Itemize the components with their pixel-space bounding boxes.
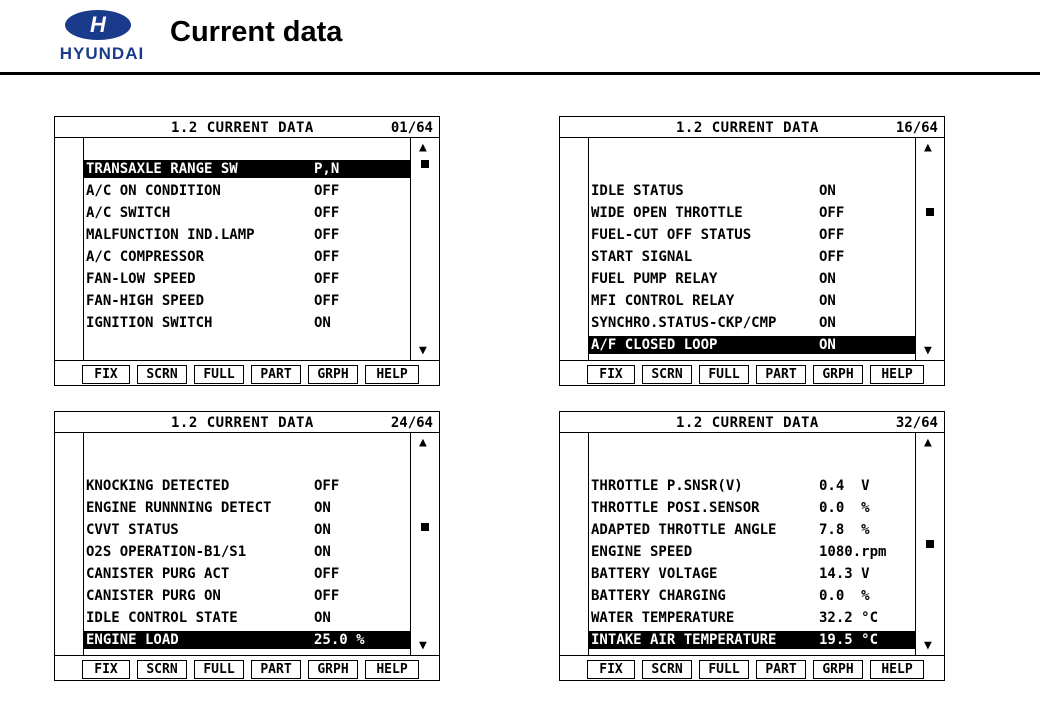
- parameter-label: CANISTER PURG ON: [86, 588, 221, 604]
- screen-header: [55, 117, 439, 138]
- function-key-full-button[interactable]: FULL: [194, 365, 244, 384]
- parameter-label: ENGINE SPEED: [591, 544, 693, 560]
- parameter-value: ON: [314, 610, 331, 626]
- parameter-label: FUEL-CUT OFF STATUS: [591, 227, 752, 243]
- data-row[interactable]: [589, 609, 915, 627]
- parameter-label: FAN-HIGH SPEED: [86, 293, 205, 309]
- parameter-label: MALFUNCTION IND.LAMP: [86, 227, 255, 243]
- parameter-value: OFF: [314, 205, 340, 221]
- data-row[interactable]: [84, 270, 410, 288]
- data-row[interactable]: [84, 609, 410, 627]
- function-key-bar: [55, 655, 439, 681]
- data-row[interactable]: [589, 477, 915, 495]
- screen-title: 1.2 CURRENT DATA: [171, 120, 314, 136]
- scroll-down-arrow-icon[interactable]: ▼: [419, 343, 427, 358]
- screen-title: 1.2 CURRENT DATA: [676, 415, 819, 431]
- function-key-help-button[interactable]: HELP: [365, 660, 419, 679]
- function-key-grph-button[interactable]: GRPH: [308, 365, 358, 384]
- function-key-fix-button[interactable]: FIX: [82, 365, 130, 384]
- scanner-screen: [559, 116, 945, 386]
- parameter-label: START SIGNAL: [591, 249, 693, 265]
- parameter-label: ENGINE LOAD: [86, 632, 179, 648]
- parameter-value: OFF: [314, 293, 340, 309]
- parameter-value: ON: [819, 315, 836, 331]
- parameter-value: OFF: [314, 183, 340, 199]
- parameter-value: 0.0 %: [819, 588, 870, 604]
- data-row[interactable]: [589, 226, 915, 244]
- parameter-value: 19.5 °C: [819, 632, 879, 648]
- hyundai-logo: [50, 10, 154, 64]
- parameter-label: IDLE STATUS: [591, 183, 684, 199]
- data-list: [588, 433, 916, 655]
- parameter-value: OFF: [314, 588, 340, 604]
- parameter-label: A/C ON CONDITION: [86, 183, 221, 199]
- parameter-value: OFF: [819, 205, 845, 221]
- scroll-up-arrow-icon[interactable]: ▲: [924, 140, 932, 155]
- parameter-label: A/F CLOSED LOOP: [591, 337, 718, 353]
- data-row[interactable]: [589, 543, 915, 561]
- parameter-value: 7.8 %: [819, 522, 870, 538]
- parameter-label: THROTTLE P.SNSR(V): [591, 478, 743, 494]
- parameter-label: FUEL PUMP RELAY: [591, 271, 718, 287]
- function-key-bar: [560, 360, 944, 386]
- parameter-value: OFF: [819, 227, 845, 243]
- function-key-part-button[interactable]: PART: [251, 660, 301, 679]
- scrollbar[interactable]: [411, 138, 439, 360]
- data-row[interactable]: [84, 565, 410, 583]
- data-row[interactable]: [84, 160, 410, 178]
- parameter-value: P,N: [314, 161, 340, 177]
- data-row[interactable]: [589, 631, 915, 649]
- hyundai-emblem-icon: H: [65, 10, 131, 40]
- parameter-label: ADAPTED THROTTLE ANGLE: [591, 522, 777, 538]
- function-key-bar: [55, 360, 439, 386]
- function-key-scrn-button[interactable]: SCRN: [642, 365, 692, 384]
- scanner-screen: [559, 411, 945, 681]
- function-key-fix-button[interactable]: FIX: [82, 660, 130, 679]
- parameter-value: ON: [819, 271, 836, 287]
- data-row[interactable]: [589, 204, 915, 222]
- parameter-label: WIDE OPEN THROTTLE: [591, 205, 743, 221]
- scroll-thumb[interactable]: [421, 523, 429, 531]
- data-row[interactable]: [84, 226, 410, 244]
- header-divider: [0, 72, 1040, 75]
- parameter-label: A/C COMPRESSOR: [86, 249, 205, 265]
- page-title: Current data: [170, 16, 343, 48]
- page-counter: 16/64: [895, 120, 938, 136]
- header: [0, 0, 1040, 76]
- data-list: [588, 138, 916, 360]
- function-key-bar: [560, 655, 944, 681]
- data-row[interactable]: [84, 314, 410, 332]
- data-row[interactable]: [589, 160, 915, 178]
- parameter-label: IGNITION SWITCH: [86, 315, 213, 331]
- scroll-thumb[interactable]: [926, 208, 934, 216]
- parameter-label: A/C SWITCH: [86, 205, 171, 221]
- function-key-full-button[interactable]: FULL: [699, 660, 749, 679]
- page-counter: 01/64: [390, 120, 433, 136]
- data-row[interactable]: [589, 182, 915, 200]
- data-row[interactable]: [589, 336, 915, 354]
- data-row[interactable]: [589, 565, 915, 583]
- scanner-screen: [54, 116, 440, 386]
- data-list: [83, 433, 411, 655]
- function-key-scrn-button[interactable]: SCRN: [137, 365, 187, 384]
- parameter-value: ON: [314, 544, 331, 560]
- data-row[interactable]: [84, 631, 410, 649]
- parameter-value: OFF: [314, 271, 340, 287]
- data-row[interactable]: [589, 587, 915, 605]
- scrollbar[interactable]: [916, 433, 944, 655]
- data-row[interactable]: [84, 455, 410, 473]
- parameter-value: OFF: [314, 227, 340, 243]
- parameter-value: 0.0 %: [819, 500, 870, 516]
- parameter-label: CANISTER PURG ACT: [86, 566, 230, 582]
- function-key-scrn-button[interactable]: SCRN: [137, 660, 187, 679]
- parameter-value: ON: [314, 315, 331, 331]
- parameter-value: 32.2 °C: [819, 610, 879, 626]
- data-row[interactable]: [589, 248, 915, 266]
- page-counter: 32/64: [895, 415, 938, 431]
- data-row[interactable]: [589, 455, 915, 473]
- function-key-fix-button[interactable]: FIX: [587, 660, 635, 679]
- parameter-value: 14.3 V: [819, 566, 870, 582]
- parameter-label: BATTERY CHARGING: [591, 588, 726, 604]
- parameter-label: TRANSAXLE RANGE SW: [86, 161, 238, 177]
- data-row[interactable]: [84, 292, 410, 310]
- scroll-thumb[interactable]: [421, 160, 429, 168]
- function-key-grph-button[interactable]: GRPH: [308, 660, 358, 679]
- scroll-thumb[interactable]: [926, 540, 934, 548]
- parameter-value: ON: [314, 500, 331, 516]
- page-counter: 24/64: [390, 415, 433, 431]
- parameter-value: ON: [819, 183, 836, 199]
- function-key-full-button[interactable]: FULL: [194, 660, 244, 679]
- screen-header: [55, 412, 439, 433]
- data-row[interactable]: [589, 314, 915, 332]
- function-key-help-button[interactable]: HELP: [870, 660, 924, 679]
- scanner-screen: [54, 411, 440, 681]
- data-row[interactable]: [589, 270, 915, 288]
- parameter-value: OFF: [314, 478, 340, 494]
- parameter-label: MFI CONTROL RELAY: [591, 293, 735, 309]
- parameter-value: OFF: [314, 249, 340, 265]
- scrollbar[interactable]: [411, 433, 439, 655]
- parameter-label: BATTERY VOLTAGE: [591, 566, 718, 582]
- parameter-label: WATER TEMPERATURE: [591, 610, 735, 626]
- parameter-value: 25.0 %: [314, 632, 365, 648]
- data-row[interactable]: [84, 477, 410, 495]
- scrollbar[interactable]: [916, 138, 944, 360]
- data-row[interactable]: [84, 204, 410, 222]
- screen-title: 1.2 CURRENT DATA: [171, 415, 314, 431]
- parameter-value: ON: [819, 293, 836, 309]
- data-row[interactable]: [84, 543, 410, 561]
- parameter-label: O2S OPERATION-B1/S1: [86, 544, 247, 560]
- screen-title: 1.2 CURRENT DATA: [676, 120, 819, 136]
- data-row[interactable]: [84, 521, 410, 539]
- parameter-value: ON: [314, 522, 331, 538]
- function-key-grph-button[interactable]: GRPH: [813, 660, 863, 679]
- parameter-label: SYNCHRO.STATUS-CKP/CMP: [591, 315, 777, 331]
- function-key-grph-button[interactable]: GRPH: [813, 365, 863, 384]
- function-key-part-button[interactable]: PART: [251, 365, 301, 384]
- scroll-down-arrow-icon[interactable]: ▼: [924, 343, 932, 358]
- data-row[interactable]: [84, 587, 410, 605]
- parameter-value: OFF: [819, 249, 845, 265]
- parameter-label: THROTTLE POSI.SENSOR: [591, 500, 760, 516]
- function-key-full-button[interactable]: FULL: [699, 365, 749, 384]
- data-row[interactable]: [589, 499, 915, 517]
- parameter-label: CVVT STATUS: [86, 522, 179, 538]
- logo-wordmark: HYUNDAI: [59, 44, 145, 63]
- parameter-label: KNOCKING DETECTED: [86, 478, 230, 494]
- parameter-value: OFF: [314, 566, 340, 582]
- scroll-up-arrow-icon[interactable]: ▲: [419, 140, 427, 155]
- function-key-fix-button[interactable]: FIX: [587, 365, 635, 384]
- function-key-help-button[interactable]: HELP: [870, 365, 924, 384]
- scroll-up-arrow-icon[interactable]: ▲: [924, 435, 932, 450]
- function-key-part-button[interactable]: PART: [756, 365, 806, 384]
- data-row[interactable]: [84, 182, 410, 200]
- data-list: [83, 138, 411, 360]
- data-row[interactable]: [589, 521, 915, 539]
- function-key-part-button[interactable]: PART: [756, 660, 806, 679]
- parameter-label: IDLE CONTROL STATE: [86, 610, 238, 626]
- data-row[interactable]: [84, 248, 410, 266]
- scroll-up-arrow-icon[interactable]: ▲: [419, 435, 427, 450]
- parameter-value: 1080.rpm: [819, 544, 887, 560]
- parameter-label: ENGINE RUNNNING DETECT: [86, 500, 272, 516]
- parameter-value: ON: [819, 337, 836, 353]
- scroll-down-arrow-icon[interactable]: ▼: [419, 638, 427, 653]
- function-key-scrn-button[interactable]: SCRN: [642, 660, 692, 679]
- data-row[interactable]: [84, 499, 410, 517]
- screen-header: [560, 117, 944, 138]
- data-row[interactable]: [589, 292, 915, 310]
- parameter-label: FAN-LOW SPEED: [86, 271, 196, 287]
- parameter-value: 0.4 V: [819, 478, 870, 494]
- function-key-help-button[interactable]: HELP: [365, 365, 419, 384]
- parameter-label: INTAKE AIR TEMPERATURE: [591, 632, 777, 648]
- scroll-down-arrow-icon[interactable]: ▼: [924, 638, 932, 653]
- screen-header: [560, 412, 944, 433]
